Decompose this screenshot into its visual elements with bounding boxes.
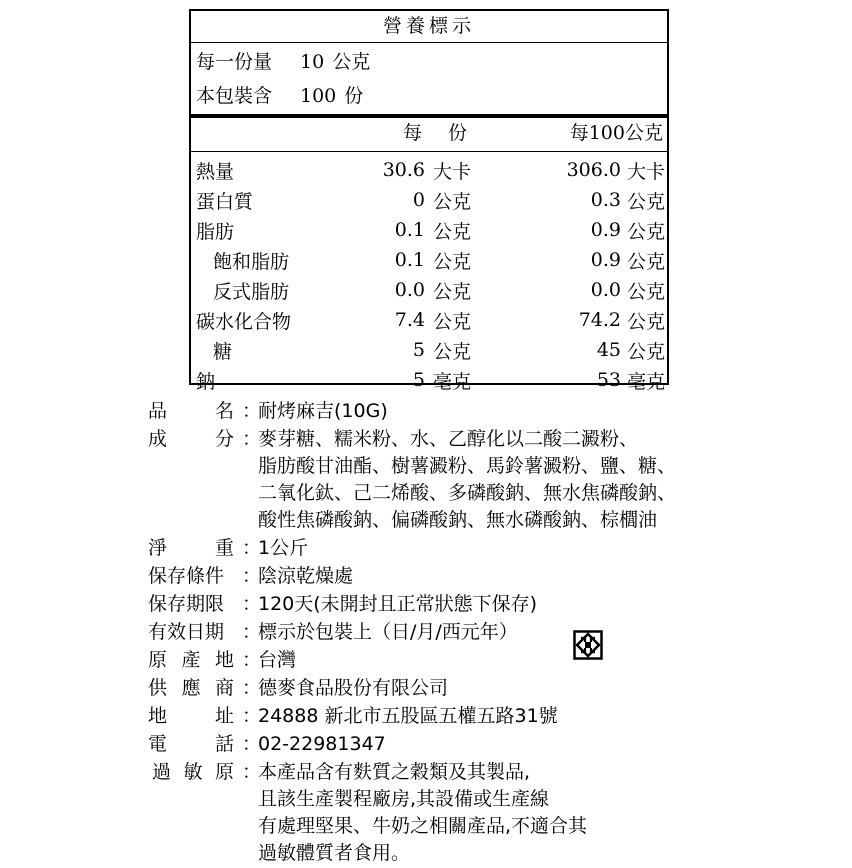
info-label: 過 敏 原 bbox=[152, 761, 234, 783]
nutrient-row-trans-fat: 反式脂肪 0.0 公克 0.0 公克 bbox=[213, 279, 665, 303]
servings-value: 100 份 bbox=[300, 85, 364, 107]
info-label: 品 名 bbox=[148, 400, 234, 422]
info-storage: 保存條件 ： 陰涼乾燥處 bbox=[148, 563, 838, 590]
info-label: 原 產 地 bbox=[148, 649, 234, 671]
nutrient-row-saturated-fat: 飽和脂肪 0.1 公克 0.9 公克 bbox=[213, 249, 665, 273]
col-header-per-100g: 每100公克 bbox=[569, 122, 663, 144]
info-label: 電 話 bbox=[148, 733, 234, 755]
info-supplier: 供 應 商 ： 德麥食品股份有限公司 bbox=[148, 675, 838, 702]
info-net-weight: 淨 重 ： 1公斤 bbox=[148, 535, 838, 562]
nutrient-row-fat: 脂肪 0.1 公克 0.9 公克 bbox=[196, 219, 665, 243]
nutrient-row-sugar: 糖 5 公克 45 公克 bbox=[213, 339, 665, 363]
info-value: 德麥食品股份有限公司 bbox=[258, 677, 449, 699]
product-info bbox=[148, 398, 838, 868]
nutrient-row-carbohydrate: 碳水化合物 7.4 公克 74.2 公克 bbox=[196, 309, 665, 333]
info-allergen: 過 敏 原 ： 本產品含有麩質之穀類及其製品, 且該生產製程廠房,其設備或生產線 有處理堅果、牛奶之相關產品,不適合其 過敏體質者食用。 bbox=[148, 759, 838, 867]
serving-size-label: 每一份量 bbox=[196, 51, 273, 73]
info-value: 台灣 bbox=[258, 649, 297, 671]
info-expiry: 有效日期 ： 標示於包裝上（日/月/西元年） bbox=[148, 619, 838, 646]
recycle-symbol-icon bbox=[573, 630, 603, 660]
info-origin: 原 產 地 ： 台灣 bbox=[148, 647, 838, 674]
info-ingredients: 成 分 ： 麥芽糖、糯米粉、水、乙醇化以二酸二澱粉、 脂肪酸甘油酯、樹薯澱粉、馬鈴薯澱粉、鹽、糖、 二氧化鈦、己二烯酸、多磷酸鈉、無水焦磷酸鈉、 酸性焦磷酸鈉、偏磷酸鈉、無水磷酸鈉、棕櫚油 bbox=[148, 426, 838, 534]
info-value: 標示於包裝上（日/月/西元年） bbox=[258, 621, 518, 643]
serving-size-row bbox=[196, 47, 371, 74]
info-value: 耐烤麻吉(10G) bbox=[258, 400, 388, 422]
nutrition-table bbox=[189, 9, 669, 393]
info-phone: 電 話 ： 02-22981347 bbox=[148, 731, 838, 758]
info-label: 供 應 商 bbox=[148, 677, 234, 699]
info-value: 120天(未開封且正常狀態下保存) bbox=[258, 593, 538, 615]
nutrient-row-protein: 蛋白質 0 公克 0.3 公克 bbox=[196, 189, 665, 213]
info-label: 淨 重 bbox=[148, 537, 234, 559]
info-value: 本產品含有麩質之穀類及其製品, 且該生產製程廠房,其設備或生產線 有處理堅果、牛奶之相關產品,不適合其 過敏體質者食用。 bbox=[258, 761, 588, 864]
info-value: 24888 新北市五股區五權五路31號 bbox=[258, 705, 558, 727]
info-value: 陰涼乾燥處 bbox=[258, 565, 354, 587]
info-label: 保存條件 bbox=[148, 565, 225, 587]
servings-row bbox=[196, 81, 364, 108]
col-header-per-serving: 每 份 bbox=[403, 122, 478, 144]
nutrient-row-energy: 熱量 30.6 大卡 306.0 大卡 bbox=[196, 159, 665, 183]
thin-divider bbox=[191, 151, 667, 152]
info-value: 02-22981347 bbox=[258, 733, 386, 755]
info-address: 地 址 ： 24888 新北市五股區五權五路31號 bbox=[148, 703, 838, 730]
info-shelf-life: 保存期限 ： 120天(未開封且正常狀態下保存) bbox=[148, 591, 838, 618]
nutrient-row-sodium: 鈉 5 毫克 53 毫克 bbox=[196, 369, 665, 393]
info-label: 地 址 bbox=[148, 705, 234, 727]
info-label: 有效日期 bbox=[148, 621, 225, 643]
info-value: 麥芽糖、糯米粉、水、乙醇化以二酸二澱粉、 脂肪酸甘油酯、樹薯澱粉、馬鈴薯澱粉、鹽、糖、 二氧化鈦、己二烯酸、多磷酸鈉、無水焦磷酸鈉、 酸性焦磷酸鈉、偏磷酸鈉、無水磷酸鈉、棕櫚油 bbox=[258, 428, 677, 531]
info-value: 1公斤 bbox=[258, 537, 309, 559]
info-label: 保存期限 bbox=[148, 593, 225, 615]
nutrition-title: 營養標示 bbox=[191, 11, 667, 43]
info-product-name: 品 名 ： 耐烤麻吉(10G) bbox=[148, 398, 838, 425]
info-label: 成 分 bbox=[148, 428, 234, 450]
serving-size-value: 10 公克 bbox=[300, 51, 371, 73]
servings-label: 本包裝含 bbox=[196, 85, 273, 107]
